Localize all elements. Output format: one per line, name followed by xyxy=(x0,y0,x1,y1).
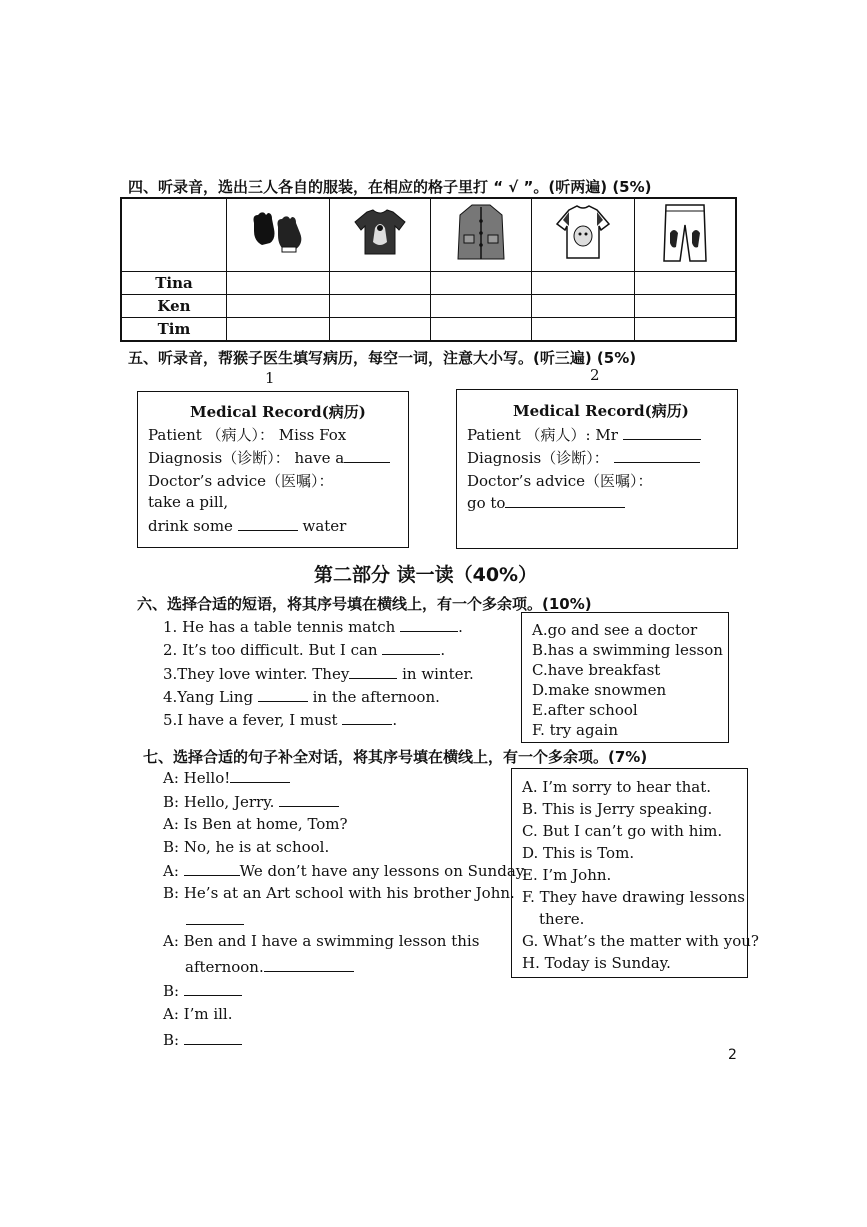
section7-options-box xyxy=(511,768,759,978)
q1-text: 1. He has a table tennis match xyxy=(163,618,396,636)
dialog-option-b: B. This is Jerry speaking. xyxy=(522,800,713,818)
card1-line5b: water xyxy=(302,517,347,535)
card1-advice: Doctor’s advice（医嘱）： xyxy=(148,472,334,490)
dialog-blank[interactable] xyxy=(230,768,290,783)
dialog-line-6: B: He’s at an Art school with his brother John. xyxy=(163,884,515,902)
sweater-icon xyxy=(532,198,635,272)
q5-text: 5.I have a fever, I must xyxy=(163,711,338,729)
check-cell[interactable] xyxy=(227,295,330,318)
dialog-blank[interactable] xyxy=(184,1030,242,1045)
corner-cell xyxy=(121,198,227,272)
card1-diagnosis: Diagnosis（诊断）： have a xyxy=(148,449,345,467)
dialog-blank[interactable] xyxy=(264,957,354,972)
dialog-option-e: E. I’m John. xyxy=(522,866,612,884)
dialog-blank[interactable] xyxy=(184,981,242,996)
card2-title: Medical Record(病历) xyxy=(513,402,689,420)
dialog-option-h: H. Today is Sunday. xyxy=(522,954,671,972)
answer-blank[interactable] xyxy=(349,664,397,679)
check-cell[interactable] xyxy=(330,272,431,295)
water-blank[interactable] xyxy=(238,516,298,531)
row-name-tim: Tim xyxy=(121,318,227,342)
tshirt-icon xyxy=(330,198,431,272)
dialog-line-11: B: xyxy=(163,1031,180,1049)
check-cell[interactable] xyxy=(431,272,532,295)
check-cell[interactable] xyxy=(227,272,330,295)
gloves-icon xyxy=(227,198,330,272)
answer-blank[interactable] xyxy=(382,640,440,655)
row-name-tina: Tina xyxy=(121,272,227,295)
card2-patient: Patient （病人）: Mr xyxy=(467,426,618,444)
answer-blank[interactable] xyxy=(342,710,392,725)
check-cell[interactable] xyxy=(635,295,737,318)
q4-text: 4.Yang Ling xyxy=(163,688,254,706)
dialog-line-5b: We don’t have any lessons on Sunday. xyxy=(239,862,528,880)
page-number: 2 xyxy=(728,1047,737,1063)
medical-record-card-2 xyxy=(456,389,738,549)
check-cell[interactable] xyxy=(532,318,635,342)
q1-end: . xyxy=(458,618,463,636)
check-cell[interactable] xyxy=(227,318,330,342)
check-cell[interactable] xyxy=(431,295,532,318)
card2-diagnosis: Diagnosis（诊断）： xyxy=(467,449,609,467)
q3-text: 3.They love winter. They xyxy=(163,665,350,683)
dialog-line-1: A: Hello! xyxy=(163,769,231,787)
dialog-option-f-cont: there. xyxy=(539,910,585,928)
dialog-line-5a: A: xyxy=(163,862,179,880)
check-cell[interactable] xyxy=(532,295,635,318)
check-cell[interactable] xyxy=(635,318,737,342)
option-e: E.after school xyxy=(532,701,638,719)
q3-end: in winter. xyxy=(402,665,474,683)
dialog-line-4: B: No, he is at school. xyxy=(163,838,330,856)
dialog-option-c: C. But I can’t go with him. xyxy=(522,822,723,840)
check-cell[interactable] xyxy=(635,272,737,295)
card1-line5a: drink some xyxy=(148,517,233,535)
card2-number: 2 xyxy=(590,366,600,384)
check-cell[interactable] xyxy=(330,295,431,318)
card1-title: Medical Record(病历) xyxy=(190,403,366,421)
pants-icon xyxy=(635,198,737,272)
answer-blank[interactable] xyxy=(400,617,458,632)
check-cell[interactable] xyxy=(431,318,532,342)
section6-heading: 六、选择合适的短语，将其序号填在横线上，有一个多余项。(10%) xyxy=(137,595,592,613)
card2-line4: go to xyxy=(467,494,506,512)
diagnosis-blank-2[interactable] xyxy=(614,448,700,463)
go-to-blank[interactable] xyxy=(505,493,625,508)
q2-end: . xyxy=(440,641,446,659)
dialog-option-f: F. They have drawing lessons xyxy=(522,888,745,906)
dialog-line-3: A: Is Ben at home, Tom? xyxy=(163,815,348,833)
card1-patient: Patient （病人）： Miss Fox xyxy=(148,426,347,444)
medical-record-card-1 xyxy=(137,391,409,548)
card1-line4: take a pill, xyxy=(148,493,229,511)
option-d: D.make snowmen xyxy=(532,681,667,699)
dialog-option-g: G. What’s the matter with you? xyxy=(522,932,759,950)
dialog-blank[interactable] xyxy=(184,861,240,876)
dialog-blank[interactable] xyxy=(186,910,244,925)
dialog-line-7: A: Ben and I have a swimming lesson this xyxy=(163,932,480,950)
section7-heading: 七、选择合适的句子补全对话，将其序号填在横线上，有一个多余项。(7%) xyxy=(143,748,648,766)
option-c: C.have breakfast xyxy=(532,661,661,679)
option-f: F. try again xyxy=(532,721,618,739)
section4-heading: 四、听录音，选出三人各自的服装，在相应的格子里打 “ √ ”。(听两遍) (5%) xyxy=(128,178,652,196)
option-a: A.go and see a doctor xyxy=(532,621,698,639)
section5-heading: 五、听录音，帮猴子医生填写病历，每空一词，注意大小写。(听三遍) (5%) xyxy=(128,349,637,367)
answer-blank[interactable] xyxy=(258,687,308,702)
dialog-line-2: B: Hello, Jerry. xyxy=(163,793,275,811)
check-cell[interactable] xyxy=(330,318,431,342)
q2-text: 2. It’s too difficult. But I can xyxy=(163,641,378,659)
check-cell[interactable] xyxy=(532,272,635,295)
q5-end: . xyxy=(392,711,398,729)
row-name-ken: Ken xyxy=(121,295,227,318)
dialog-line-9: B: xyxy=(163,982,180,1000)
part2-title: 第二部分 读一读（40%） xyxy=(314,564,538,586)
diagnosis-blank-1[interactable] xyxy=(344,448,390,463)
card2-advice: Doctor’s advice（医嘱）： xyxy=(467,472,653,490)
section6-options-box xyxy=(521,612,729,743)
dialog-option-d: D. This is Tom. xyxy=(522,844,635,862)
option-b: B.has a swimming lesson xyxy=(532,641,723,659)
dialog-line-8: afternoon. xyxy=(185,958,264,976)
clothes-table xyxy=(120,197,737,342)
dialog-option-a: A. I’m sorry to hear that. xyxy=(522,778,712,796)
q4-end: in the afternoon. xyxy=(312,688,440,706)
dialog-line-10: A: I’m ill. xyxy=(163,1005,233,1023)
patient-blank[interactable] xyxy=(623,425,701,440)
dialog-blank[interactable] xyxy=(279,792,339,807)
card1-number: 1 xyxy=(265,369,275,387)
coat-icon xyxy=(431,198,532,272)
